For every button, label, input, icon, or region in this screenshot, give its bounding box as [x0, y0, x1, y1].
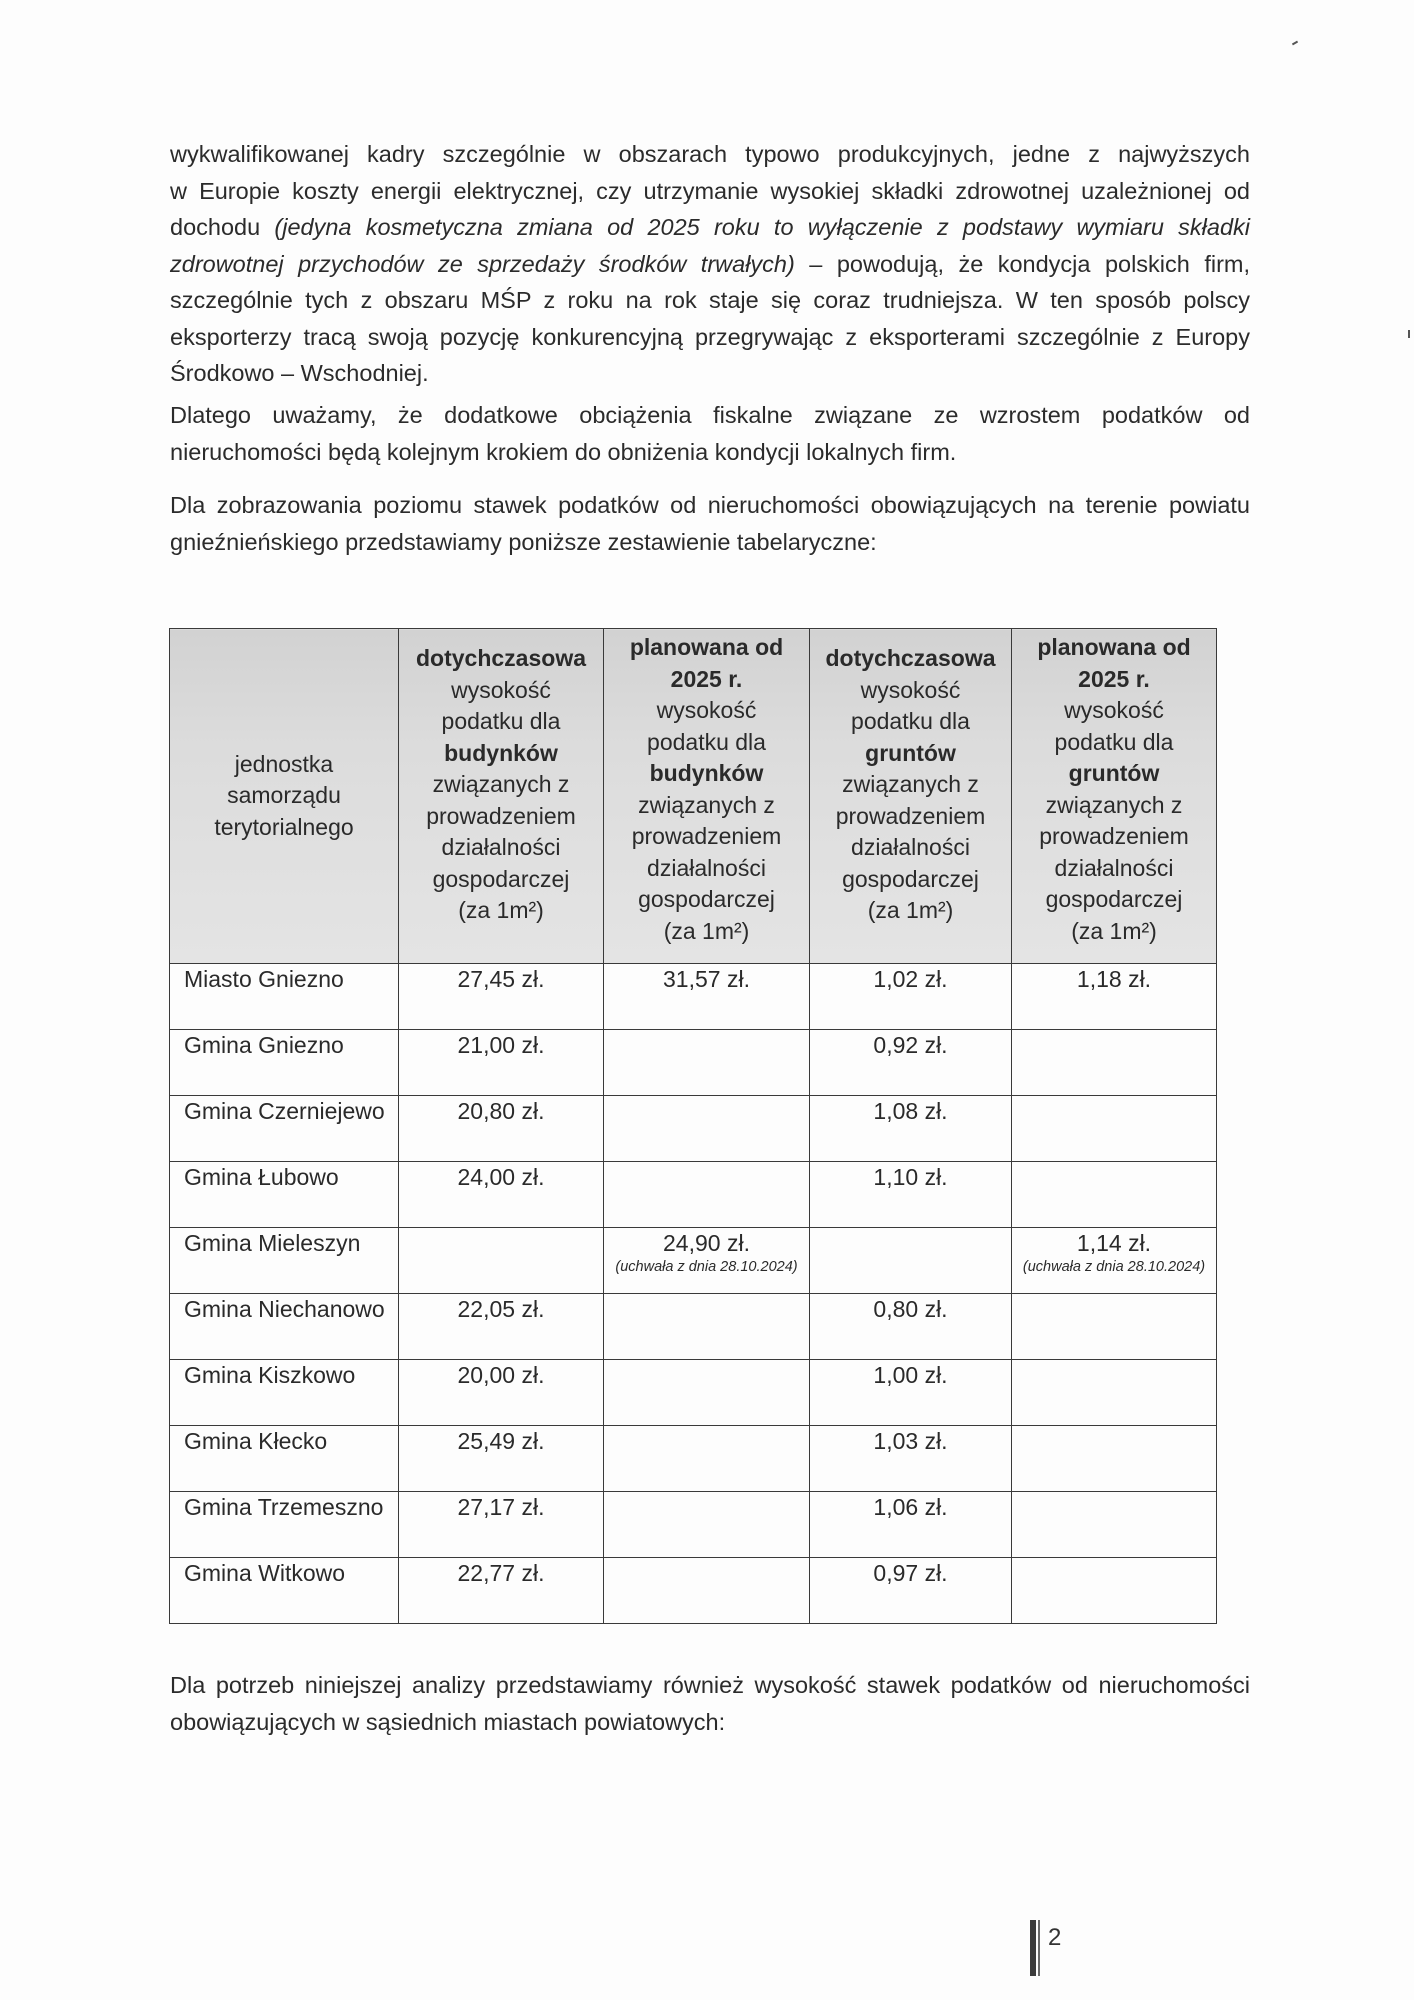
buildings-planned-cell-value: 31,57 zł.	[663, 966, 750, 992]
land-current-cell-value: 0,97 zł.	[873, 1560, 948, 1586]
land-current-cell	[810, 1492, 1012, 1558]
buildings-current-cell	[399, 1030, 604, 1096]
text-line	[170, 209, 1250, 246]
land-current-cell	[810, 1360, 1012, 1426]
text-line: obowiązujących w sąsiednich miastach powiatowych:	[170, 1708, 726, 1735]
buildings-current-cell-value: 22,77 zł.	[457, 1560, 545, 1586]
unit-name-cell-value: Gmina Łubowo	[184, 1164, 339, 1190]
header-line: 2025 r.	[1078, 665, 1150, 692]
land-current-cell-value: 1,08 zł.	[873, 1098, 948, 1124]
buildings-current-cell	[399, 1360, 604, 1426]
buildings-current-cell	[399, 1162, 604, 1228]
unit-name-cell	[170, 1360, 399, 1426]
paragraph-3	[170, 487, 1250, 560]
buildings-planned-cell	[604, 1426, 810, 1492]
buildings-current-cell-value: 21,00 zł.	[457, 1032, 545, 1058]
buildings-current-cell	[399, 1096, 604, 1162]
buildings-current-cell-value: 22,05 zł.	[457, 1296, 545, 1322]
land-planned-cell	[1012, 1492, 1217, 1558]
buildings-current-cell	[399, 1294, 604, 1360]
unit-name-cell-value: Gmina Kłecko	[184, 1428, 328, 1454]
header-line: wysokość	[656, 697, 757, 723]
land-planned-cell	[1012, 1558, 1217, 1624]
land-current-cell-value: 1,02 zł.	[873, 966, 948, 992]
header-line: działalności	[1054, 854, 1174, 881]
header-line: związanych z	[638, 791, 775, 818]
header-unit-line: jednostka	[234, 750, 334, 777]
text-line: w Europie koszty energii elektrycznej, czy utrzymanie wysokiej składki zdrowotnej uzależnionej od	[170, 177, 1250, 204]
table-row	[170, 1030, 1217, 1096]
resolution-note: (uchwała z dnia 28.10.2024)	[1022, 1259, 1206, 1275]
header-line: (za 1m²)	[663, 917, 750, 944]
header-line: dotychczasowa	[825, 645, 996, 671]
land-current-cell	[810, 1426, 1012, 1492]
buildings-planned-cell	[604, 1162, 810, 1228]
unit-name-cell	[170, 1228, 399, 1294]
buildings-planned-cell	[604, 1228, 810, 1294]
italic-text-span: zdrowotnej przychodów ze sprzedaży środków trwałych)	[170, 250, 795, 277]
unit-name-cell-value: Gmina Kiszkowo	[184, 1362, 356, 1388]
land-planned-cell	[1012, 1360, 1217, 1426]
table-row	[170, 1426, 1217, 1492]
table-row	[170, 1558, 1217, 1624]
header-line: działalności	[851, 834, 970, 860]
header-line: gospodarczej	[842, 865, 979, 892]
buildings-current-cell	[399, 1228, 604, 1294]
resolution-note: (uchwała z dnia 28.10.2024)	[615, 1259, 798, 1275]
text-line: Dla potrzeb niniejszej analizy przedstawiamy również wysokość stawek podatków od nieruchomości	[170, 1672, 1250, 1698]
text-line: szczególnie tych z obszaru MŚP z roku na rok staje się coraz trudniejsza. W ten sposób polscy	[170, 287, 1250, 313]
header-buildings-planned	[604, 629, 810, 964]
land-current-cell	[810, 1030, 1012, 1096]
land-planned-cell-value: 1,18 zł.	[1076, 966, 1152, 992]
header-land-planned	[1012, 629, 1217, 964]
header-line: prowadzeniem	[1039, 823, 1189, 849]
header-line: (za 1m²)	[867, 897, 954, 923]
header-line: związanych z	[432, 771, 570, 797]
header-line: podatku dla	[1054, 728, 1174, 755]
buildings-current-cell-value: 27,45 zł.	[457, 966, 545, 992]
header-line: dotychczasowa	[416, 645, 586, 671]
tax-rates-table	[169, 628, 1217, 1624]
header-line: (za 1m²)	[1071, 917, 1157, 944]
buildings-current-cell-value: 27,17 zł.	[457, 1494, 545, 1520]
table-row	[170, 1492, 1217, 1558]
land-planned-cell	[1012, 1030, 1217, 1096]
buildings-current-cell-value: 20,80 zł.	[457, 1098, 545, 1124]
land-planned-cell	[1012, 1294, 1217, 1360]
paragraph-1	[170, 136, 1250, 392]
header-line: planowana od	[629, 634, 784, 660]
land-current-cell-value: 0,92 zł.	[873, 1032, 948, 1058]
land-current-cell	[810, 1558, 1012, 1624]
buildings-current-cell	[399, 1558, 604, 1624]
header-line: związanych z	[1045, 791, 1183, 818]
land-current-cell	[810, 964, 1012, 1030]
text-span: – powodują, że kondycja polskich firm,	[794, 250, 1250, 277]
land-current-cell-value: 1,06 zł.	[873, 1494, 948, 1520]
header-unit	[170, 629, 399, 964]
buildings-planned-cell	[604, 1096, 810, 1162]
unit-name-cell	[170, 1492, 399, 1558]
header-buildings-current	[399, 629, 604, 964]
header-line: działalności	[647, 854, 766, 881]
buildings-planned-cell	[604, 1030, 810, 1096]
header-line: podatku dla	[441, 708, 561, 734]
land-planned-cell	[1012, 1228, 1217, 1294]
text-line: wykwalifikowanej kadry szczególnie w obszarach typowo produkcyjnych, jedne z najwyższych	[170, 141, 1250, 167]
scan-speck	[1292, 41, 1298, 46]
header-line: gospodarczej	[432, 865, 570, 892]
land-current-cell-value: 1,00 zł.	[873, 1362, 948, 1388]
header-line: gruntów	[1068, 760, 1160, 786]
unit-name-cell-value: Gmina Trzemeszno	[184, 1494, 384, 1520]
unit-name-cell-value: Gmina Gniezno	[184, 1032, 344, 1058]
land-current-cell	[810, 1294, 1012, 1360]
land-current-cell	[810, 1096, 1012, 1162]
unit-name-cell	[170, 1096, 399, 1162]
land-planned-cell	[1012, 1096, 1217, 1162]
text-line: gnieźnieńskiego przedstawiamy poniższe zestawienie tabelaryczne:	[170, 528, 877, 555]
header-line: podatku dla	[851, 708, 970, 734]
text-line: Dlatego uważamy, że dodatkowe obciążenia fiskalne związane ze wzrostem podatków od	[170, 402, 1250, 428]
page-number	[1030, 1920, 1090, 1976]
header-line: gospodarczej	[1045, 886, 1183, 912]
header-unit-line: terytorialnego	[214, 813, 354, 840]
buildings-current-cell	[399, 1492, 604, 1558]
land-planned-cell	[1012, 1162, 1217, 1228]
land-planned-cell-value: 1,14 zł.	[1076, 1230, 1152, 1256]
page-number-bar	[1030, 1920, 1036, 1976]
land-current-cell	[810, 1162, 1012, 1228]
buildings-planned-cell-value: 24,90 zł.	[663, 1230, 750, 1256]
page-number-bar	[1038, 1920, 1040, 1976]
buildings-planned-cell	[604, 1294, 810, 1360]
table-row	[170, 1096, 1217, 1162]
unit-name-cell-value: Gmina Czerniejewo	[184, 1098, 385, 1124]
header-line: związanych z	[842, 771, 979, 797]
buildings-current-cell-value: 25,49 zł.	[457, 1428, 545, 1454]
text-line: nieruchomości będą kolejnym krokiem do obniżenia kondycji lokalnych firm.	[170, 438, 957, 465]
header-line: prowadzeniem	[631, 823, 782, 849]
unit-name-cell-value: Miasto Gniezno	[184, 966, 344, 992]
header-line: budynków	[444, 739, 558, 766]
buildings-current-cell-value: 20,00 zł.	[457, 1362, 545, 1388]
land-planned-cell	[1012, 1426, 1217, 1492]
header-line: budynków	[649, 760, 764, 786]
text-span: dochodu	[170, 214, 275, 240]
header-line: podatku dla	[647, 728, 766, 755]
header-line: wysokość	[1064, 697, 1164, 723]
buildings-current-cell-value: 24,00 zł.	[457, 1164, 545, 1190]
header-line: 2025 r.	[670, 665, 743, 692]
unit-name-cell	[170, 1558, 399, 1624]
paragraph-4	[170, 1667, 1250, 1740]
land-current-cell-value: 1,03 zł.	[873, 1428, 948, 1454]
text-line: Środkowo – Wschodniej.	[170, 360, 429, 386]
land-planned-cell	[1012, 964, 1217, 1030]
land-current-cell	[810, 1228, 1012, 1294]
header-line: (za 1m²)	[458, 897, 544, 923]
unit-name-cell-value: Gmina Niechanowo	[184, 1296, 385, 1322]
header-line: prowadzeniem	[835, 802, 986, 829]
table-header-row	[170, 629, 1217, 964]
header-land-current	[810, 629, 1012, 964]
header-line: wysokość	[451, 676, 551, 703]
header-line: planowana od	[1037, 634, 1191, 660]
land-current-cell-value: 0,80 zł.	[873, 1296, 948, 1322]
unit-name-cell	[170, 964, 399, 1030]
unit-name-cell	[170, 1030, 399, 1096]
table-row	[170, 1294, 1217, 1360]
buildings-planned-cell	[604, 964, 810, 1030]
buildings-planned-cell	[604, 1360, 810, 1426]
header-line: wysokość	[860, 676, 961, 703]
land-current-cell-value: 1,10 zł.	[873, 1164, 948, 1190]
table-row	[170, 1228, 1217, 1294]
header-line: gospodarczej	[638, 886, 775, 912]
header-line: prowadzeniem	[426, 802, 576, 829]
header-line: działalności	[441, 834, 561, 860]
buildings-current-cell	[399, 1426, 604, 1492]
buildings-current-cell	[399, 964, 604, 1030]
unit-name-cell	[170, 1294, 399, 1360]
unit-name-cell-value: Gmina Witkowo	[184, 1560, 346, 1586]
table-body	[170, 964, 1217, 1624]
buildings-planned-cell	[604, 1558, 810, 1624]
table-row	[170, 1162, 1217, 1228]
paragraph-2	[170, 397, 1250, 470]
text-line: eksporterzy tracą swoją pozycję konkurencyjną przegrywając z eksporterami szczególnie z Europy	[170, 323, 1250, 350]
scan-speck	[1408, 330, 1410, 338]
unit-name-cell	[170, 1426, 399, 1492]
header-unit-line: samorządu	[227, 782, 341, 809]
table-row	[170, 1360, 1217, 1426]
buildings-planned-cell	[604, 1492, 810, 1558]
unit-name-cell	[170, 1162, 399, 1228]
text-line	[170, 246, 1250, 283]
header-line: gruntów	[865, 739, 956, 766]
table-row	[170, 964, 1217, 1030]
unit-name-cell-value: Gmina Mieleszyn	[184, 1230, 361, 1256]
page-number-text: 2	[1048, 1924, 1062, 1951]
italic-text-span: (jedyna kosmetyczna zmiana od 2025 roku to wyłączenie z podstawy wymiaru składki	[274, 214, 1250, 240]
text-line: Dla zobrazowania poziomu stawek podatków od nieruchomości obowiązujących na terenie powiatu	[170, 492, 1250, 518]
